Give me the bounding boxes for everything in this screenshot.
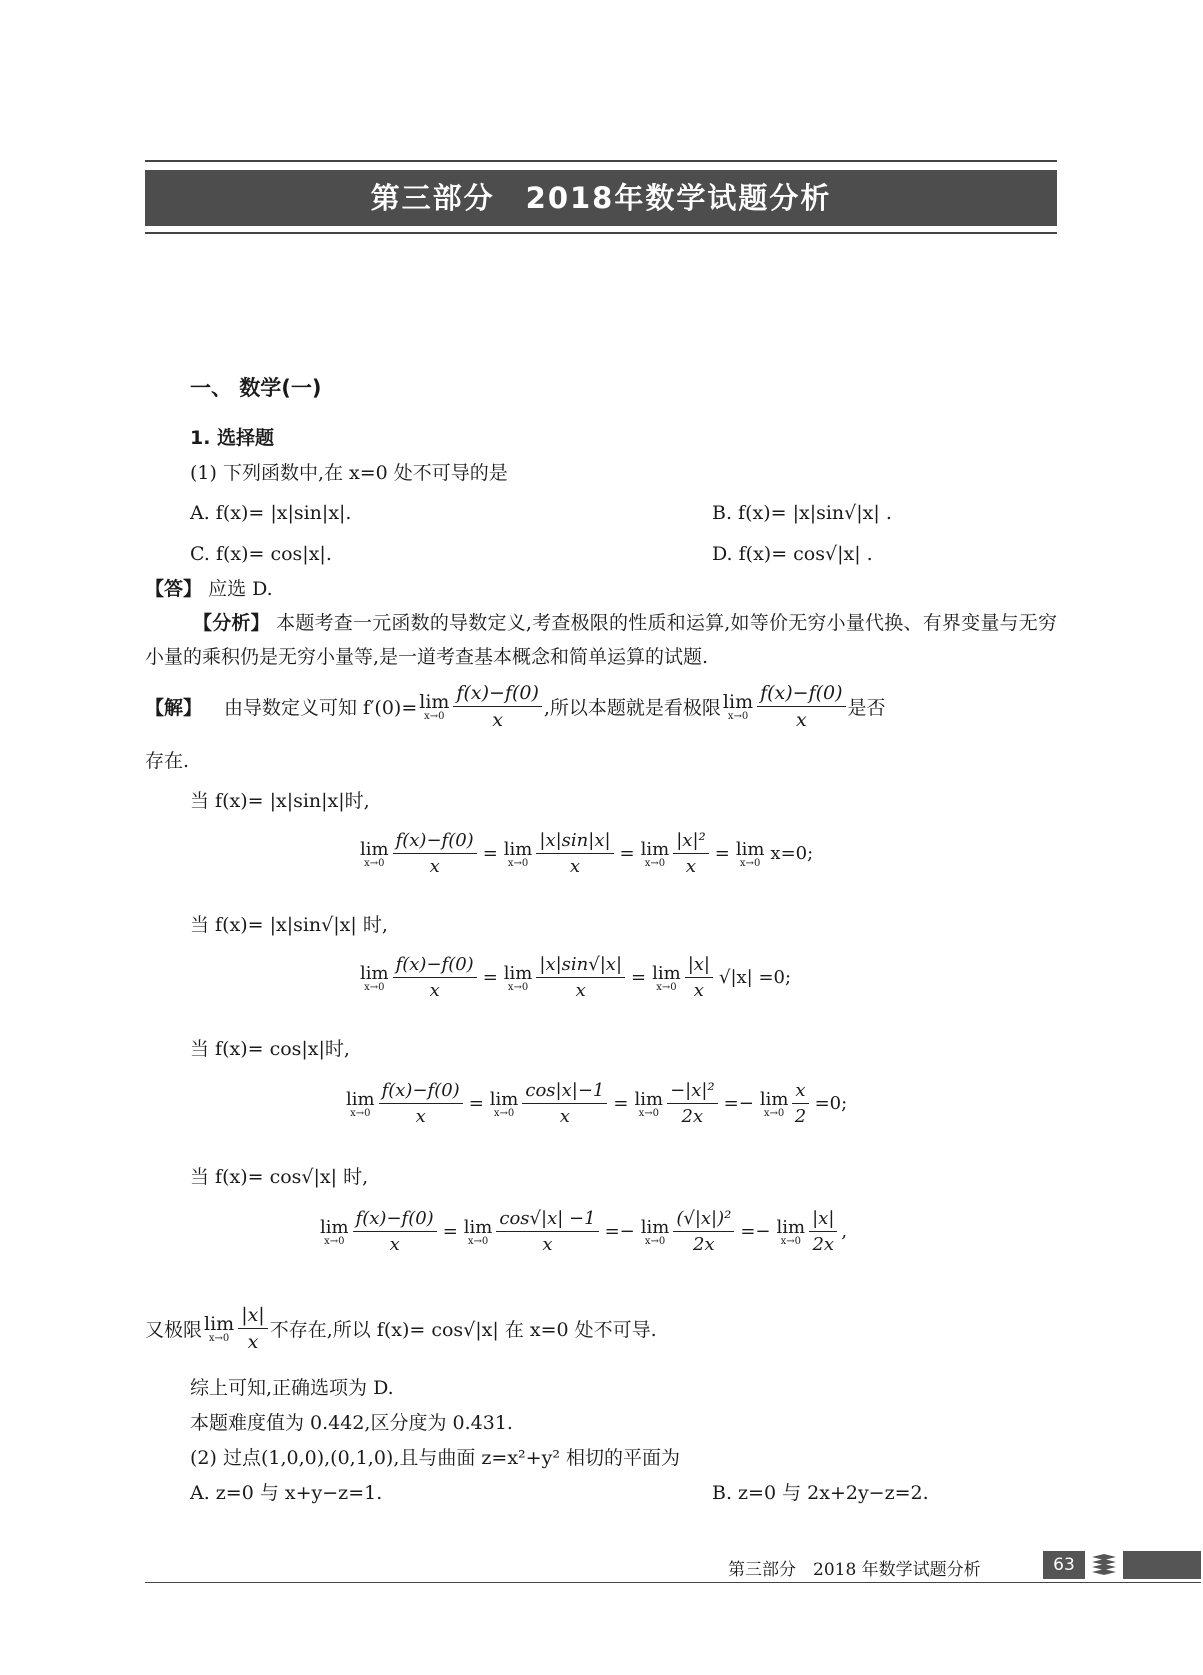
equals-negative: =− bbox=[740, 1221, 771, 1242]
footer-bar bbox=[1123, 1551, 1201, 1579]
equation-tail: x=0; bbox=[770, 843, 814, 864]
q1-stem: (1) 下列函数中,在 x=0 处不可导的是 bbox=[190, 462, 508, 484]
analysis-text: 本题考查一元函数的导数定义,考查极限的性质和运算,如等价无穷小量代换、有界变量与无穷小量的乘积仍是无穷小量等,是一道考查基本概念和简单运算的试题. bbox=[145, 612, 1057, 668]
solution-intro-end: 存在. bbox=[145, 750, 190, 772]
conclusion-b: 不存在,所以 f(x)= cos√|x| 在 x=0 处不可导. bbox=[269, 1319, 657, 1341]
fraction: $\frac{\text{−|x|²}}{2x}$ bbox=[667, 1080, 718, 1127]
equals: = bbox=[442, 1221, 458, 1242]
footer-rule bbox=[145, 1582, 1201, 1583]
answer-label: 【答】 bbox=[145, 578, 203, 600]
case2-label: 当 f(x)= |x|sin√|x| 时, bbox=[190, 914, 388, 936]
fraction: $\frac{|x|\sin√|x|}{x}$ bbox=[536, 954, 625, 1001]
limit-operator: lim x→0 bbox=[776, 1216, 806, 1247]
q1-option-b: B. f(x)= |x|sin√|x| . bbox=[712, 502, 892, 524]
solution-label: 【解】 bbox=[145, 697, 203, 719]
fraction: $\frac{|x|}{x}$ bbox=[238, 1304, 268, 1353]
q1-option-c: C. f(x)= cos|x|. bbox=[190, 543, 332, 565]
header-top-rule bbox=[145, 160, 1057, 162]
fraction: $\frac{|x|}{2x}$ bbox=[809, 1208, 837, 1255]
equals: = bbox=[714, 843, 730, 864]
difference-quotient: $\frac{f(x)-f(0)}{x}$ bbox=[453, 682, 541, 731]
conclusion-line bbox=[145, 1304, 657, 1353]
case3-label: 当 f(x)= cos|x|时, bbox=[190, 1038, 350, 1060]
limit-operator: lim x→0 bbox=[360, 838, 389, 869]
limit-operator: lim x→0 bbox=[346, 1088, 375, 1119]
limit-operator: lim x→0 bbox=[759, 1088, 789, 1119]
header-bottom-rule bbox=[145, 232, 1057, 234]
limit-operator: lim x→0 bbox=[320, 1216, 349, 1247]
difference-quotient: $\frac{f(x)-f(0)}{x}$ bbox=[757, 682, 845, 731]
answer-text: 应选 D. bbox=[208, 578, 273, 600]
case3-equation bbox=[344, 1080, 847, 1127]
analysis-label: 【分析】 bbox=[193, 612, 270, 634]
section-title: 一、 数学(一) bbox=[190, 376, 322, 400]
fraction: $\frac{|x|}{x}$ bbox=[685, 954, 713, 1001]
equation-tail: =0; bbox=[814, 1093, 848, 1114]
equals: = bbox=[631, 967, 647, 988]
conclusion-a: 又极限 bbox=[145, 1319, 203, 1341]
case1-label: 当 f(x)= |x|sin|x|时, bbox=[190, 790, 370, 812]
limit-operator: lim x→0 bbox=[640, 1216, 670, 1247]
equals-negative: =− bbox=[723, 1093, 754, 1114]
analysis-paragraph bbox=[145, 606, 1057, 674]
q2-option-b: B. z=0 与 2x+2y−z=2. bbox=[712, 1482, 929, 1504]
difficulty-line: 本题难度值为 0.442,区分度为 0.431. bbox=[190, 1412, 513, 1434]
chapter-banner: 第三部分 2018年数学试题分析 bbox=[145, 170, 1057, 226]
equation-tail: , bbox=[841, 1221, 848, 1242]
limit-operator: lim x→0 bbox=[634, 1088, 664, 1119]
fraction: $\frac{x}{2}$ bbox=[792, 1080, 808, 1127]
fraction: $\frac{\cos√|x| -1}{x}$ bbox=[496, 1208, 598, 1255]
fraction: $\frac{f(x)-f(0)}{x}$ bbox=[393, 830, 477, 877]
solution-intro-c: 是否 bbox=[847, 697, 886, 719]
q1-option-d: D. f(x)= cos√|x| . bbox=[712, 543, 873, 565]
limit-operator: lim x→0 bbox=[722, 691, 754, 722]
fraction: $\frac{f(x)-f(0)}{x}$ bbox=[353, 1208, 437, 1255]
case2-equation bbox=[358, 954, 791, 1001]
limit-operator: lim x→0 bbox=[463, 1216, 493, 1247]
limit-operator: lim x→0 bbox=[652, 962, 681, 993]
limit-operator: lim x→0 bbox=[204, 1313, 235, 1344]
equation-tail: √|x| =0; bbox=[718, 967, 792, 988]
q2-option-a: A. z=0 与 x+y−z=1. bbox=[190, 1482, 383, 1504]
case4-label: 当 f(x)= cos√|x| 时, bbox=[190, 1166, 369, 1188]
equals: = bbox=[619, 843, 635, 864]
summary-line: 综上可知,正确选项为 D. bbox=[190, 1377, 394, 1399]
book-icon bbox=[1088, 1551, 1120, 1579]
q1-option-a: A. f(x)= |x|sin|x|. bbox=[190, 502, 352, 524]
equals: = bbox=[482, 967, 498, 988]
equals: = bbox=[482, 843, 498, 864]
fraction: $\frac{\cos|x|-1}{x}$ bbox=[522, 1080, 607, 1127]
fraction: $\frac{f(x)-f(0)}{x}$ bbox=[393, 954, 477, 1001]
page-number: 63 bbox=[1043, 1551, 1085, 1579]
limit-operator: lim x→0 bbox=[360, 962, 389, 993]
subsection-title: 1. 选择题 bbox=[190, 427, 275, 449]
equals: = bbox=[613, 1093, 629, 1114]
limit-operator: lim x→0 bbox=[489, 1088, 519, 1119]
answer-line bbox=[145, 576, 273, 602]
limit-operator: lim x→0 bbox=[503, 838, 533, 869]
equals-negative: =− bbox=[604, 1221, 635, 1242]
fraction: $\frac{\text{|x|²}}{x}$ bbox=[673, 830, 709, 877]
footer-running-title: 第三部分 2018 年数学试题分析 bbox=[728, 1560, 981, 1580]
q2-stem: (2) 过点(1,0,0),(0,1,0),且与曲面 z=x²+y² 相切的平面为 bbox=[190, 1447, 680, 1469]
limit-operator: lim x→0 bbox=[419, 691, 450, 722]
solution-intro-b: ,所以本题就是看极限 bbox=[543, 697, 721, 719]
fraction: $\frac{\text{(√|x|)²}}{2x}$ bbox=[673, 1208, 734, 1255]
limit-operator: lim x→0 bbox=[640, 838, 670, 869]
solution-line bbox=[145, 682, 886, 731]
case1-equation bbox=[358, 830, 813, 877]
limit-operator: lim x→0 bbox=[503, 962, 533, 993]
fraction: $\frac{f(x)-f(0)}{x}$ bbox=[379, 1080, 463, 1127]
case4-equation bbox=[318, 1208, 847, 1255]
equals: = bbox=[468, 1093, 484, 1114]
solution-intro-a: 由导数定义可知 f′(0)= bbox=[224, 697, 418, 719]
fraction: $\frac{|x|\sin|x|}{x}$ bbox=[536, 830, 613, 877]
limit-operator: lim x→0 bbox=[735, 838, 765, 869]
